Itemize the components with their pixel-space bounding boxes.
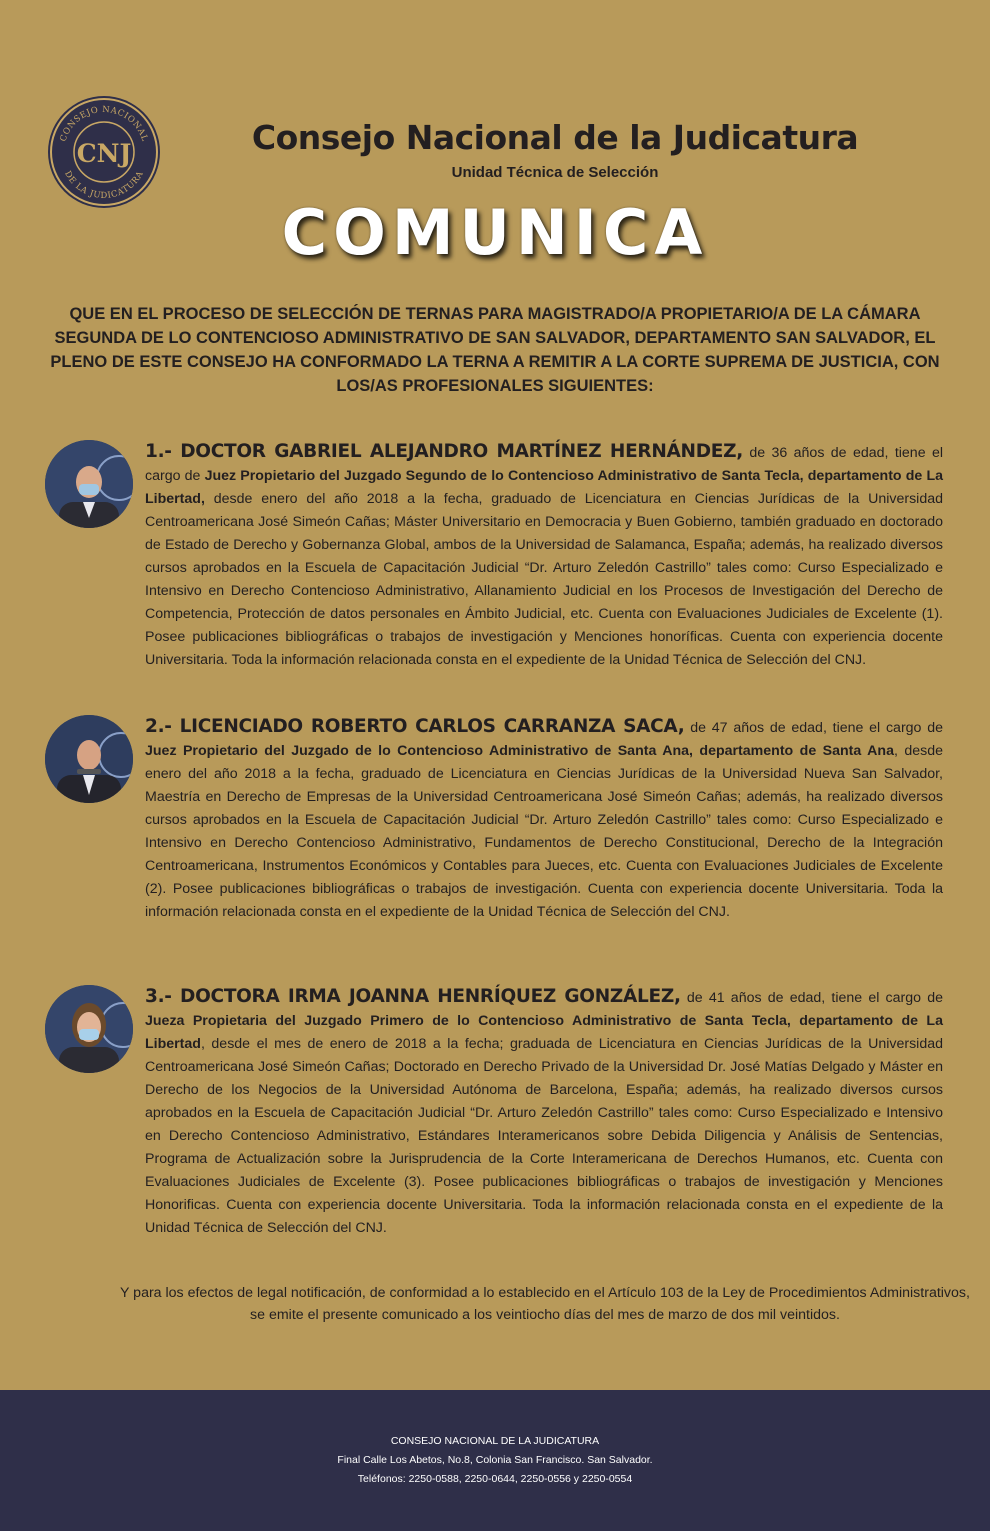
candidate-text-2a: de 47 años de edad, tiene el cargo de — [684, 720, 943, 736]
candidate-name-2: 2.- LICENCIADO ROBERTO CARLOS CARRANZA SACA, — [145, 716, 685, 737]
candidate-text-1a: de 36 años de edad, tiene el cargo de — [145, 445, 943, 484]
intro-position: MAGISTRADO/A PROPIETARIO/A DE LA CÁMARA SEGUNDA DE LO CONTENCIOSO ADMINISTRATIVO DE SAN SALVADOR, DEPARTAMENTO SAN SALVADOR — [54, 305, 921, 347]
candidate-photo-2 — [45, 715, 133, 803]
intro-text-1: QUE EN EL PROCESO DE SELECCIÓN DE TERNAS PARA — [69, 305, 528, 323]
footer-org-name: CONSEJO NACIONAL DE LA JUDICATURA — [390, 1435, 600, 1447]
candidate-text-3b: , desde el mes de enero de 2018 a la fecha; graduada de Licenciatura en Ciencias Jurídicas de la Universidad Centroamericana José Simeón Cañas; Doctorado en Derecho Privado de la Universidad Dr. José Matías Delgado y Máster en Derecho de los Negocios de la Universidad Autónoma de Barcelona, España; además, ha realizado diversos cursos aprobados en la Escuela de Capacitación Judicial “Dr. Arturo Zeledón Castrillo” tales como: Curso Especializado e Intensivo en Derecho Contencioso Administrativo, Estándares Interamericanos sobre Debida Diligencia y Análisis de Sentencias, Programa de Actualización sobre la Jurisprudencia de la Corte Interamericana de Derechos Humanos, etc. Cuenta con Evaluaciones Judiciales de Excelente (3). Posee publicaciones bibliográficas o trabajos de investigación y Menciones Honorificas. Cuenta con experiencia docente Universitaria. Toda la información relacionada consta en el expediente de la Unidad Técnica de Selección del CNJ. — [145, 1036, 943, 1236]
candidate-bio-2 — [145, 715, 943, 924]
footer-phones: Teléfonos: 2250-0588, 2250-0644, 2250-0556 y 2250-0554 — [357, 1473, 633, 1485]
candidate-position-2: Juez Propietario del Juzgado de lo Contencioso Administrativo de Santa Ana, departamento de Santa Ana — [145, 743, 894, 759]
svg-text:CNJ: CNJ — [76, 139, 132, 168]
org-title: Consejo Nacional de la Judicatura — [251, 118, 859, 157]
intro-paragraph — [45, 302, 945, 398]
unit-subtitle: Unidad Técnica de Selección — [451, 164, 659, 181]
footer-address: Final Calle Los Abetos, No.8, Colonia San Francisco. San Salvador. — [337, 1454, 653, 1466]
candidate-position-1: Juez Propietario del Juzgado Segundo de lo Contencioso Administrativo de Santa Tecla, departamento de La Libertad, — [145, 468, 943, 507]
candidate-photo-1 — [45, 440, 133, 528]
candidate-photo-3 — [45, 985, 133, 1073]
candidate-text-1b: desde enero del año 2018 a la fecha, graduado de Licenciatura en Ciencias Jurídicas de la Universidad Centroamericana José Simeón Cañas; Máster Universitario en Democracia y Buen Gobierno, también graduado en doctorado de Estado de Derecho y Gobernanza Global, ambos de la Universidad de Salamanca, España; además, ha realizado diversos cursos aprobados en la Escuela de Capacitación Judicial “Dr. Arturo Zeledón Castrillo” tales como: Curso Especializado e Intensivo en Derecho Contencioso Administrativo, Allanamiento Judicial en los Procesos de Investigación del Derecho de Competencia, Protección de datos personales en Ámbito Judicial, etc. Cuenta con Evaluaciones Judiciales de Excelente (1). Posee publicaciones bibliográficas o trabajos de investigación y Menciones honoríficas. Cuenta con experiencia docente Universitaria. Toda la información relacionada consta en el expediente de la Unidad Técnica de Selección del CNJ. — [145, 491, 943, 668]
closing-paragraph: Y para los efectos de legal notificación, de conformidad a lo establecido en el Artículo 103 de la Ley de Procedimientos Administrativos, se emite el presente comunicado a los veintiocho días del mes de marzo de dos mil veintidos. — [120, 1285, 970, 1323]
candidate-bio-3 — [145, 985, 943, 1240]
intro-text-3: , EL PLENO DE ESTE CONSEJO HA CONFORMADO LA TERNA A REMITIR A LA CORTE SUPREMA DE JUSTICIA, CON LOS/AS PROFESIONALES SIGUIENTES: — [50, 329, 940, 395]
candidate-bio-1 — [145, 440, 943, 672]
candidate-name-1: 1.- DOCTOR GABRIEL ALEJANDRO MARTÍNEZ HERNÁNDEZ, — [145, 441, 743, 462]
candidate-name-3: 3.- DOCTORA IRMA JOANNA HENRÍQUEZ GONZÁLEZ, — [145, 986, 681, 1007]
svg-text:DE LA JUDICATURA: DE LA JUDICATURA — [62, 169, 146, 202]
candidate-text-2b: , desde enero del año 2018 a la fecha, graduado de Licenciatura en Ciencias Jurídicas de la Universidad Nueva San Salvador, Maestría en Derecho de Empresas de la Universidad Centroamericana José Simeón Cañas; además, ha realizado diversos cursos aprobados en la Escuela de Capacitación Judicial “Dr. Arturo Zeledón Castrillo” tales como: Curso Especializado e Intensivo en Derecho Contencioso Administrativo, Fundamentos de Derecho Constitucional, Derecho de la Integración Centroamericana, Instrumentos Económicos y Contables para Jueces, etc. Cuenta con Evaluaciones Judiciales de Excelente (2). Posee publicaciones bibliográficas o trabajos de investigación. Cuenta con experiencia docente Universitaria. Toda la información relacionada consta en el expediente de la Unidad Técnica de Selección del CNJ. — [145, 743, 943, 920]
footer — [0, 1390, 990, 1531]
cnj-seal-icon — [47, 95, 161, 209]
headline: COMUNICA — [281, 196, 709, 269]
candidate-position-3: Jueza Propietaria del Juzgado Primero de lo Contencioso Administrativo de Santa Tecla, departamento de La Libertad — [145, 1013, 943, 1052]
svg-text:CONSEJO NACIONAL: CONSEJO NACIONAL — [58, 104, 150, 144]
candidate-text-3a: de 41 años de edad, tiene el cargo de — [680, 990, 943, 1006]
